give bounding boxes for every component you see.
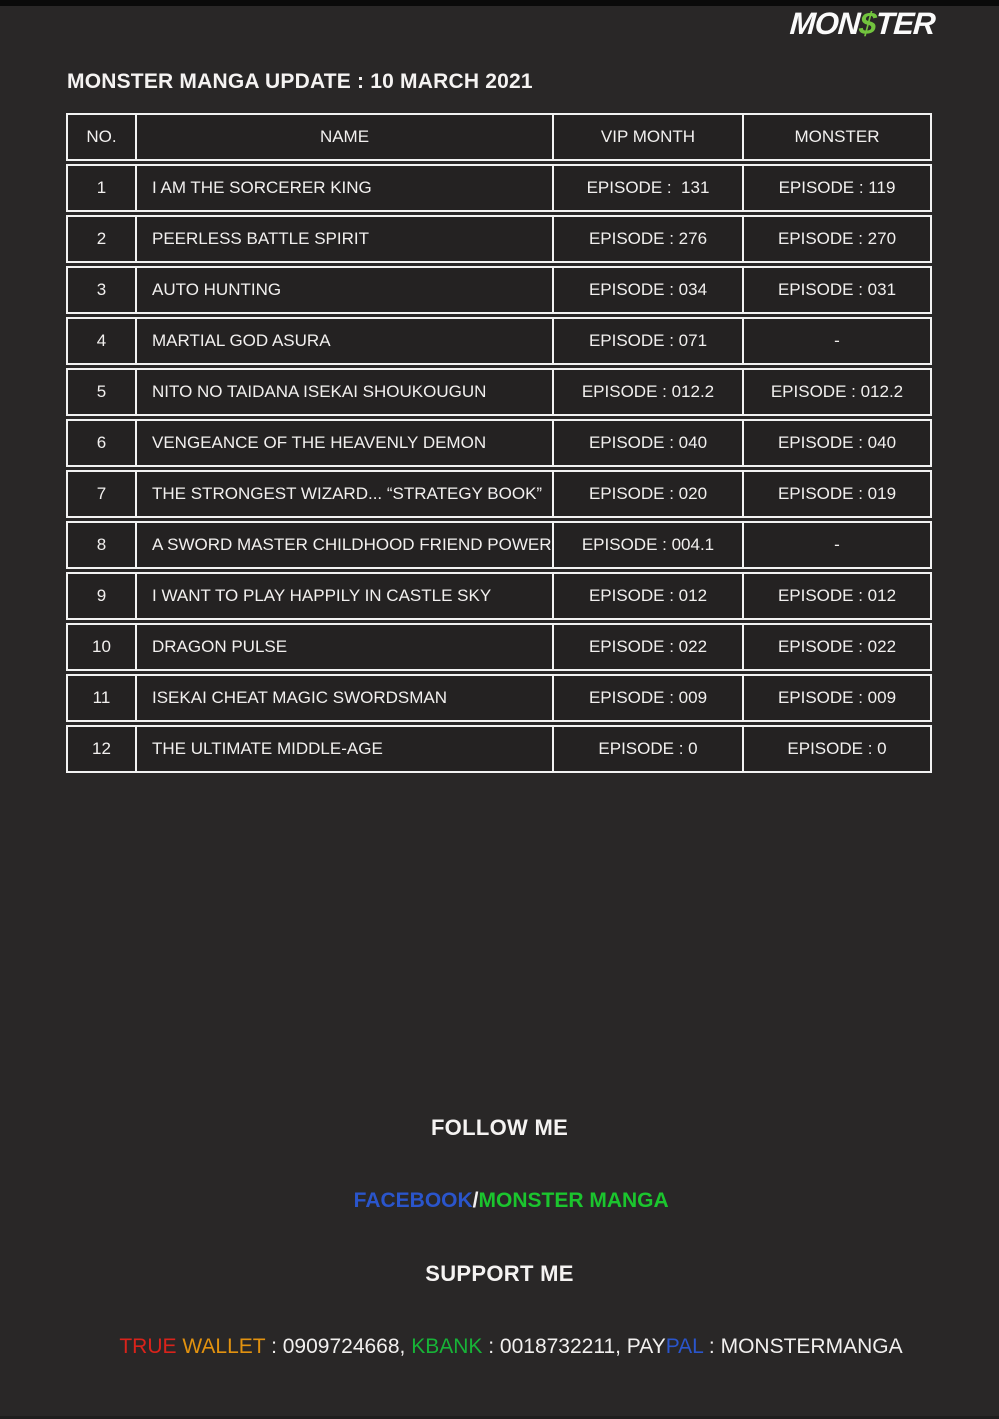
row-vip-episode: EPISODE : 012.2 — [554, 368, 744, 416]
row-name: I AM THE SORCERER KING — [137, 164, 554, 212]
row-monster-episode: EPISODE : 012 — [744, 572, 932, 620]
row-name: AUTO HUNTING — [137, 266, 554, 314]
row-monster-episode: EPISODE : 019 — [744, 470, 932, 518]
row-no: 4 — [66, 317, 137, 365]
row-name: NITO NO TAIDANA ISEKAI SHOUKOUGUN — [137, 368, 554, 416]
truewallet-number: : 0909724668, — [265, 1335, 412, 1358]
row-no: 7 — [66, 470, 137, 518]
table-row — [66, 215, 932, 263]
row-monster-episode: EPISODE : 012.2 — [744, 368, 932, 416]
table-row — [66, 623, 932, 671]
row-monster-episode: - — [744, 521, 932, 569]
table-row — [66, 674, 932, 722]
row-name: ISEKAI CHEAT MAGIC SWORDSMAN — [137, 674, 554, 722]
row-name: PEERLESS BATTLE SPIRIT — [137, 215, 554, 263]
row-monster-episode: EPISODE : 009 — [744, 674, 932, 722]
table-row — [66, 266, 932, 314]
footer — [0, 1115, 999, 1407]
row-vip-episode: EPISODE : 004.1 — [554, 521, 744, 569]
row-no: 6 — [66, 419, 137, 467]
monster-logo — [789, 6, 936, 42]
row-vip-episode: EPISODE : 071 — [554, 317, 744, 365]
table-row — [66, 725, 932, 773]
row-monster-episode: EPISODE : 022 — [744, 623, 932, 671]
table-header-row — [66, 113, 932, 161]
row-name: I WANT TO PLAY HAPPILY IN CASTLE SKY — [137, 572, 554, 620]
monster-manga-link[interactable]: MONSTER MANGA — [478, 1189, 669, 1212]
row-monster-episode: EPISODE : 119 — [744, 164, 932, 212]
table-row — [66, 521, 932, 569]
page-title: MONSTER MANGA UPDATE : 10 MARCH 2021 — [67, 70, 533, 93]
truewallet-label-part1: TRUE — [119, 1335, 183, 1358]
follow-me-title: FOLLOW ME — [430, 1115, 569, 1140]
row-no: 12 — [66, 725, 137, 773]
row-name: A SWORD MASTER CHILDHOOD FRIEND POWER — [137, 521, 554, 569]
row-monster-episode: EPISODE : 040 — [744, 419, 932, 467]
row-monster-episode: EPISODE : 270 — [744, 215, 932, 263]
table-row — [66, 470, 932, 518]
row-monster-episode: EPISODE : 0 — [744, 725, 932, 773]
paypal-label-part2: PAL — [665, 1335, 704, 1358]
row-no: 10 — [66, 623, 137, 671]
kbank-number: : 0018732211, PAY — [482, 1335, 666, 1358]
link-separator: / — [472, 1189, 479, 1212]
row-vip-episode: EPISODE : 009 — [554, 674, 744, 722]
manga-update-table — [66, 113, 932, 776]
truewallet-label-part2: WALLET — [182, 1335, 266, 1358]
row-vip-episode: EPISODE : 034 — [554, 266, 744, 314]
row-name: DRAGON PULSE — [137, 623, 554, 671]
table-row — [66, 164, 932, 212]
paypal-account: : MONSTERMANGA — [703, 1335, 903, 1358]
table-row — [66, 317, 932, 365]
row-no: 1 — [66, 164, 137, 212]
table-row — [66, 572, 932, 620]
logo-text-part2: TER — [874, 6, 937, 41]
row-vip-episode: EPISODE : 0 — [554, 725, 744, 773]
header-monster: MONSTER — [744, 113, 932, 161]
logo-dollar-icon: $ — [858, 6, 878, 41]
row-name: VENGEANCE OF THE HEAVENLY DEMON — [137, 419, 554, 467]
kbank-label: KBANK — [411, 1335, 483, 1358]
row-vip-episode: EPISODE : 020 — [554, 470, 744, 518]
table-row — [66, 368, 932, 416]
row-no: 9 — [66, 572, 137, 620]
header-no: NO. — [66, 113, 137, 161]
row-no: 8 — [66, 521, 137, 569]
row-vip-episode: EPISODE : 131 — [554, 164, 744, 212]
row-name: THE ULTIMATE MIDDLE-AGE — [137, 725, 554, 773]
facebook-link[interactable]: FACEBOOK — [353, 1189, 473, 1212]
row-name: THE STRONGEST WIZARD... “STRATEGY BOOK” — [137, 470, 554, 518]
row-no: 2 — [66, 215, 137, 263]
row-monster-episode: EPISODE : 031 — [744, 266, 932, 314]
facebook-line — [0, 1162, 999, 1240]
row-name: MARTIAL GOD ASURA — [137, 317, 554, 365]
row-no: 5 — [66, 368, 137, 416]
row-vip-episode: EPISODE : 276 — [554, 215, 744, 263]
payment-info-line — [0, 1308, 999, 1386]
support-me-title: SUPPORT ME — [425, 1261, 574, 1286]
header-vip: VIP MONTH — [554, 113, 744, 161]
row-no: 11 — [66, 674, 137, 722]
row-vip-episode: EPISODE : 022 — [554, 623, 744, 671]
row-no: 3 — [66, 266, 137, 314]
row-monster-episode: - — [744, 317, 932, 365]
row-vip-episode: EPISODE : 040 — [554, 419, 744, 467]
logo-text-part1: MON — [789, 6, 862, 41]
table-row — [66, 419, 932, 467]
header-name: NAME — [137, 113, 554, 161]
row-vip-episode: EPISODE : 012 — [554, 572, 744, 620]
